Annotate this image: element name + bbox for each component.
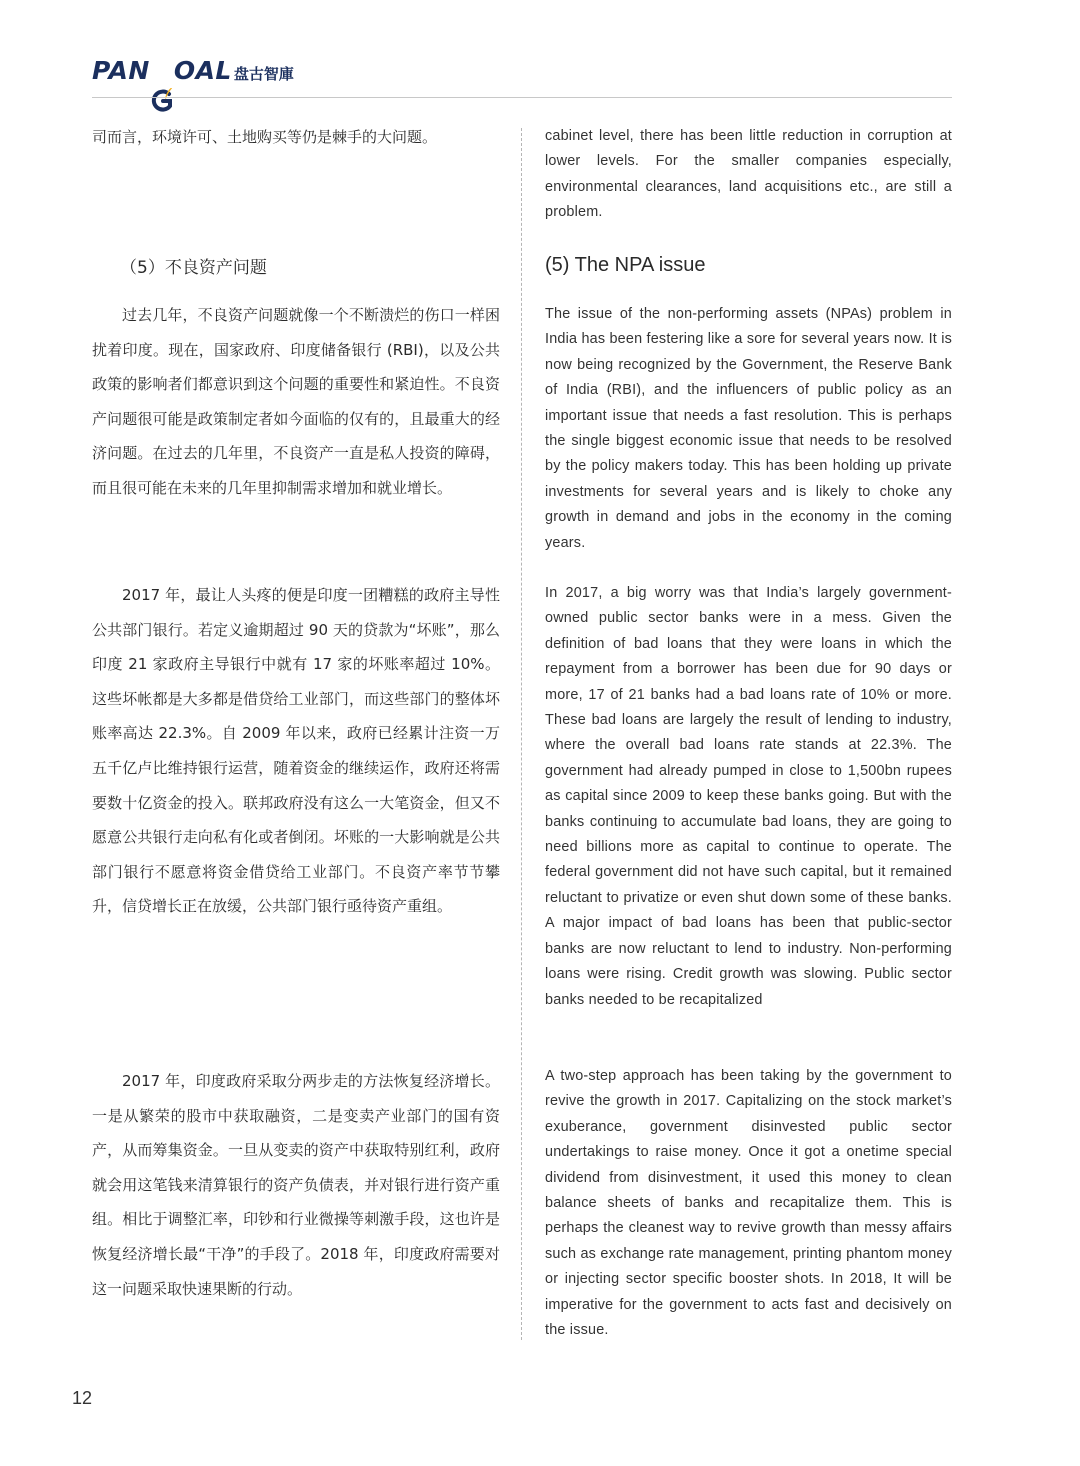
- pangoal-logo: [92, 56, 294, 86]
- en-text: A two-step approach has been taking by the government to revive the growth in 2017. Capitalizing on the stock market’s exuberance, government disinvested public sector undertakings to raise money. Once it got a onetime special dividend from disinvestment, it used this money to clean balance sheets of banks and recapitalize them. This is perhaps the cleanest way to revive growth than messy affairs such as exchange rate management, printing phantom money or injecting sector specific booster shots. In 2018, It will be imperative for the government to acts fast and decisively on the issue.: [545, 1068, 952, 1339]
- column-divider: [521, 128, 522, 1340]
- logo-g-icon: [150, 88, 174, 114]
- cn-paragraph-continued: [92, 120, 500, 155]
- cn-paragraph-2: [92, 578, 500, 924]
- en-paragraph-3: [545, 1064, 952, 1343]
- en-paragraph-continued: [545, 124, 952, 226]
- cn-text: 2017 年，最让人头疼的便是印度一团糟糕的政府主导性公共部门银行。若定义逾期超过 90 天的贷款为“坏账”，那么印度 21 家政府主导银行中就有 17 家的坏账率超过 10%。这些坏帐都是大多都是借贷给工业部门，而这些部门的整体坏账率高达 22.3%。自 2009 年以来，政府已经累计注资一万五千亿卢比维持银行运营，随着资金的继续运作，政府还将需要数十亿资金的投入。联邦政府没有这么一大笔资金，但又不愿意公共银行走向私有化或者倒闭。坏账的一大影响就是公共部门银行不愿意将资金借贷给工业部门。不良资产率节节攀升，信贷增长正在放缓，公共部门银行亟待资产重组。: [92, 586, 500, 916]
- cn-paragraph-3: [92, 1064, 500, 1306]
- logo-chinese-name: 盘古智庫: [233, 65, 294, 83]
- page-header: [92, 52, 952, 98]
- en-text: In 2017, a big worry was that India’s largely government-owned public sector banks were in a mess. Given the definition of bad loans that they were loans in which the repayment from a borrower has been due for 90 days or more, 17 of 21 banks had a bad loans rate of 10% or more. These bad loans are largely the result of lending to industry, where the overall bad loans rate stands at 22.3%. The government had already pumped in close to 1,500bn rupees as capital since 2009 to keep these banks going. But with the banks continuing to accumulate bad loans, they are going to need billions more as capital to continue to operate. The federal government did not have such capital, but it remained reluctant to privatize or even shut down some of these banks. A major impact of bad loans has been that public-sector banks are now reluctant to lend to industry. Non-performing loans were rising. Credit growth was slowing. Public sector banks needed to be recapitalized: [545, 585, 952, 1008]
- en-text: cabinet level, there has been little reduction in corruption at lower levels. For the smaller companies especially, environmental clearances, land acquisitions etc., are still a problem.: [545, 128, 952, 221]
- header-divider: [92, 97, 952, 98]
- cn-text: 司而言，环境许可、土地购买等仍是棘手的大问题。: [92, 128, 438, 146]
- cn-text: 2017 年，印度政府采取分两步走的方法恢复经济增长。一是从繁荣的股市中获取融资，二是变卖产业部门的国有资产，从而筹集资金。一旦从变卖的资产中获取特别红利，政府就会用这笔钱来清算银行的资产负债表，并对银行进行资产重组。相比于调整汇率，印钞和行业微操等刺激手段，这也许是恢复经济增长最“干净”的手段了。2018 年，印度政府需要对这一问题采取快速果断的行动。: [92, 1072, 500, 1298]
- en-paragraph-2: [545, 581, 952, 1013]
- en-text: The issue of the non-performing assets (NPAs) problem in India has been festering like a sore for several years now. It is now being recognized by the Government, the Reserve Bank of India (RBI), and the influencers of public policy as an important issue that needs a fast resolution. This is perhaps the single biggest economic issue that needs to be resolved by the policy makers today. This has been holding up private investments for several years and is likely to choke any growth in demand and jobs in the economy in the coming years.: [545, 306, 952, 551]
- en-paragraph-1: [545, 302, 952, 556]
- cn-paragraph-1: [92, 298, 500, 506]
- page-number: 12: [72, 1388, 93, 1408]
- cn-section-heading: （5）不良资产问题: [120, 258, 267, 278]
- logo-wordmark-left: PAN: [92, 56, 150, 85]
- logo-wordmark-right: OAL: [173, 56, 232, 85]
- cn-text: 过去几年，不良资产问题就像一个不断溃烂的伤口一样困扰着印度。现在，国家政府、印度储备银行 (RBI)，以及公共政策的影响者们都意识到这个问题的重要性和紧迫性。不良资产问题很可能是政策制定者如今面临的仅有的，且最重大的经济问题。在过去的几年里，不良资产一直是私人投资的障碍，而且很可能在未来的几年里抑制需求增加和就业增长。: [92, 306, 500, 497]
- en-section-heading: (5) The NPA issue: [545, 254, 706, 276]
